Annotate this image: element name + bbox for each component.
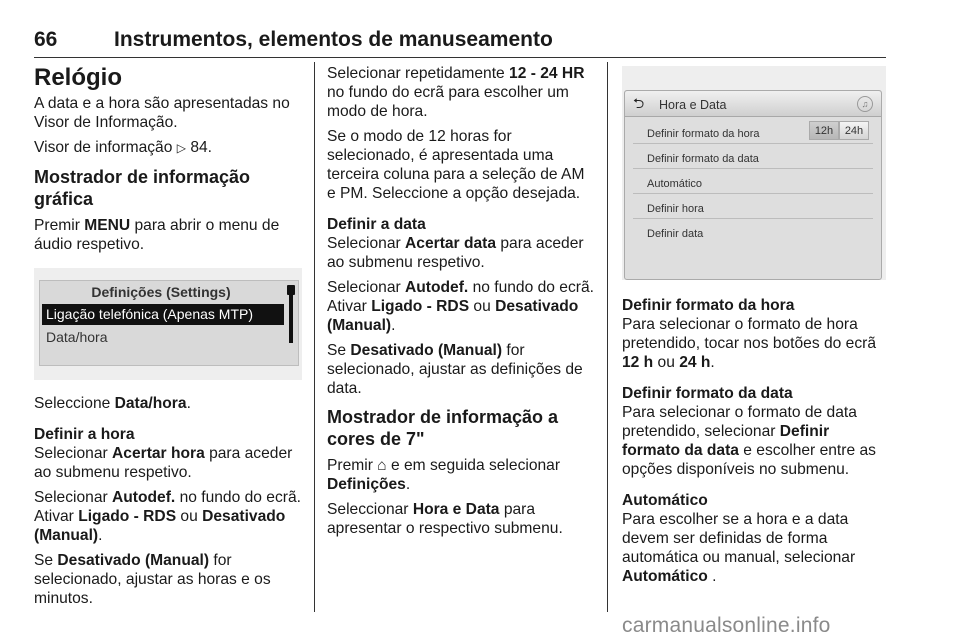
lcd-screen	[39, 280, 299, 366]
screen-title: Hora e Data	[659, 98, 727, 112]
screen-title-bar	[625, 91, 881, 117]
paragraph: Selecionar Autodef. no fundo do ecrã. Ativar Ligado - RDS ou Desativado (Manual).	[34, 489, 301, 544]
paragraph: Para selecionar o formato de data pretendido, selecionar Definir formato da data e escolher entre as opções disponíveis no submenu.	[622, 404, 876, 478]
paragraph: Para selecionar o formato de hora pretendido, tocar nos botões do ecrã 12 h ou 24 h.	[622, 316, 876, 371]
column-3	[622, 64, 888, 592]
paragraph: Premir ⌂ e em seguida selecionar Definições.	[327, 457, 561, 493]
paragraph: A data e a hora são apresentadas no Visor de Informação.	[34, 95, 290, 131]
heading-cores: Mostrador de informação a cores de 7"	[327, 407, 559, 449]
paragraph: Para escolher se a hora e a data devem ser definidas de forma automática ou manual, selecionar Automático .	[622, 511, 856, 585]
music-note-icon[interactable]: ♫	[857, 96, 873, 112]
header-rule	[34, 57, 886, 58]
paragraph: Selecionar Autodef. no fundo do ecrã. Ativar Ligado - RDS ou Desativado (Manual).	[327, 279, 594, 334]
paragraph: Se Desativado (Manual) for selecionado, ajustar as horas e os minutos.	[34, 552, 271, 607]
lcd-title: Definições (Settings)	[91, 284, 231, 300]
header-title: Instrumentos, elementos de manuseamento	[114, 28, 553, 51]
page-reference[interactable]: 84.	[190, 139, 212, 156]
paragraph: Premir MENU para abrir o menu de áudio respetivo.	[34, 217, 280, 253]
triangle-right-icon: ▷	[176, 141, 186, 155]
subheading-formato-data: Definir formato da data	[622, 385, 793, 402]
subheading-definir-data: Definir a data	[327, 216, 426, 233]
subheading-formato-hora: Definir formato da hora	[622, 297, 795, 314]
column-divider-2	[607, 62, 608, 612]
paragraph: Seleccionar Hora e Data para apresentar o respectivo submenu.	[327, 501, 563, 537]
column-2	[327, 64, 595, 544]
paragraph: Selecionar repetidamente 12 - 24 HR no fundo do ecrã para escolher um modo de hora.	[327, 65, 585, 120]
menu-row-formato-data[interactable]: Definir formato da data	[633, 144, 873, 169]
lcd-item: Data/hora	[46, 329, 108, 345]
heading-grafica: Mostrador de informação gráfica	[34, 167, 251, 209]
paragraph: Se Desativado (Manual) for selecionado, ajustar as definições de data.	[327, 342, 583, 397]
menu-row-automatico[interactable]: Automático	[633, 169, 873, 194]
paragraph: Selecionar Acertar hora para aceder ao submenu respetivo.	[34, 445, 293, 481]
figure-colour-display	[622, 66, 886, 280]
column-divider-1	[314, 62, 315, 612]
hour-format-buttons	[809, 121, 869, 140]
heading-relogio: Relógio	[34, 64, 122, 91]
menu-row-formato-hora[interactable]: Definir formato da hora 12h 24h	[633, 119, 873, 144]
24h-button[interactable]: 24h	[839, 121, 869, 140]
paragraph: Seleccione Data/hora.	[34, 395, 191, 412]
paragraph: Se o modo de 12 horas for selecionado, é apresentada uma terceira coluna para a seleção de AM e PM. Seleccione a opção desejada.	[327, 128, 585, 202]
lcd-selected-item: Ligação telefónica (Apenas MTP)	[42, 304, 284, 325]
subheading-automatico: Automático	[622, 492, 708, 509]
paragraph: Visor de informação ▷ 84.	[34, 139, 212, 156]
menu-row-definir-hora[interactable]: Definir hora	[633, 194, 873, 219]
page-header	[34, 6, 886, 50]
12h-button[interactable]: 12h	[809, 121, 839, 140]
back-arrow-icon[interactable]: ⮌	[633, 95, 645, 111]
column-1	[34, 64, 302, 614]
subheading-definir-hora: Definir a hora	[34, 426, 135, 443]
paragraph: Selecionar Acertar data para aceder ao submenu respetivo.	[327, 235, 584, 271]
home-icon: ⌂	[377, 457, 387, 474]
menu-row-definir-data[interactable]: Definir data	[647, 228, 704, 240]
page-number: 66	[34, 28, 58, 51]
watermark: carmanualsonline.info	[622, 614, 831, 637]
figure-monochrome-display	[34, 268, 302, 380]
scrollbar-thumb	[287, 285, 295, 295]
display-screen	[624, 90, 882, 280]
